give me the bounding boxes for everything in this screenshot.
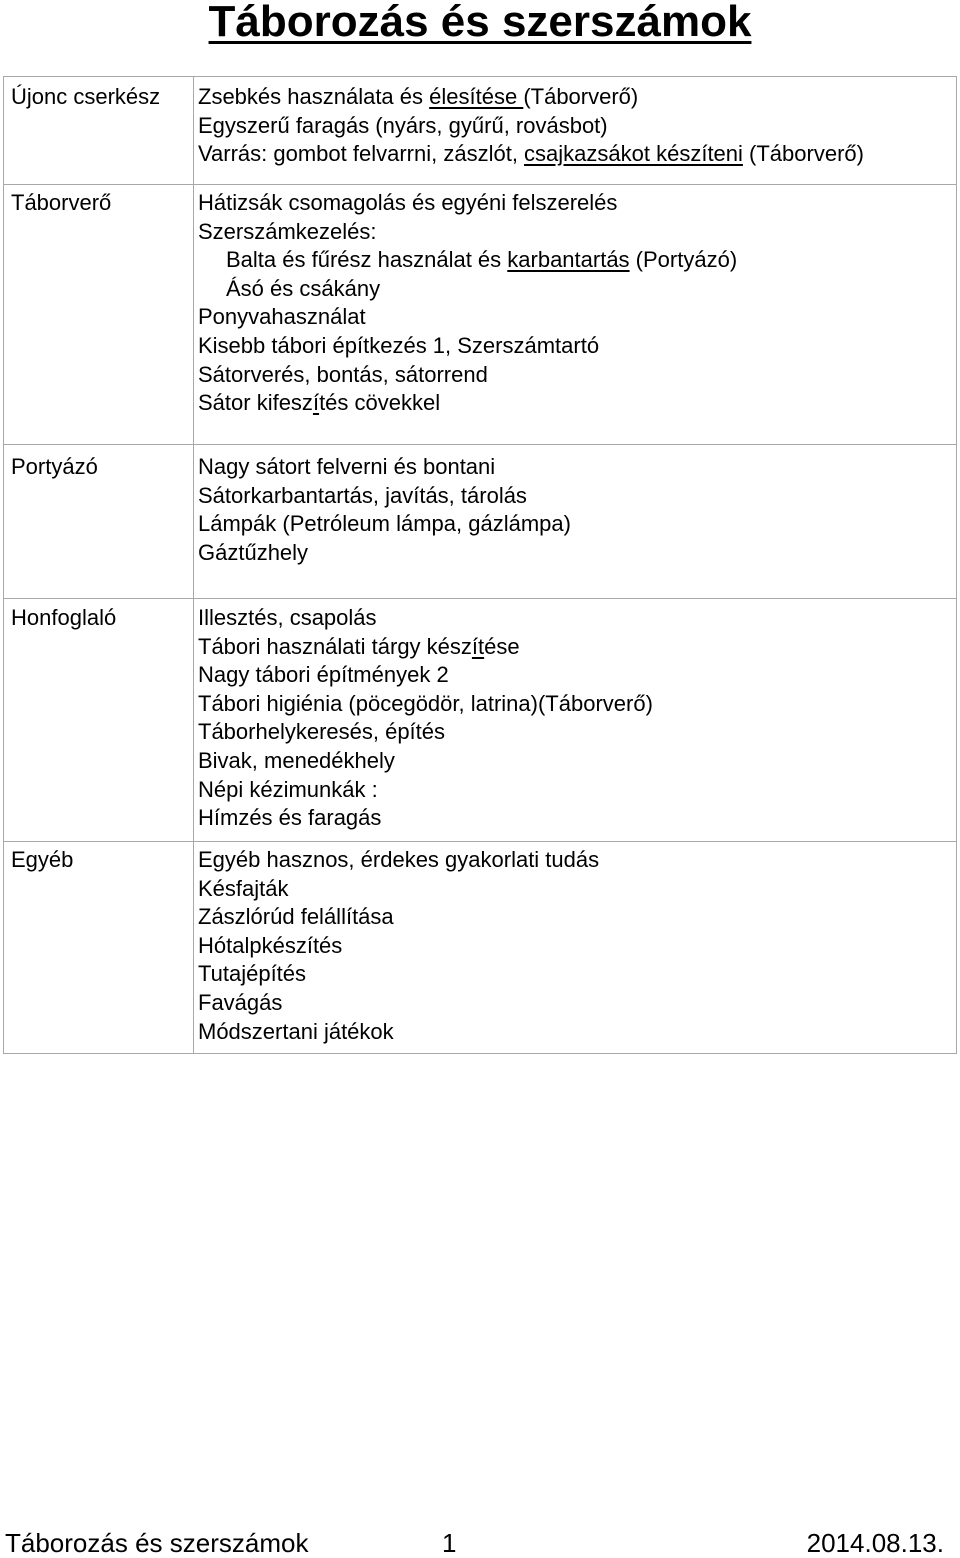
category-label: Egyéb xyxy=(11,847,74,872)
list-item xyxy=(198,140,956,169)
page-title-text: Táborozás és szerszámok xyxy=(208,0,752,46)
table-row xyxy=(4,842,957,1054)
item-text: Lámpák (Petróleum lámpa, gázlámpa) xyxy=(198,511,571,537)
list-item xyxy=(198,960,956,989)
list-item xyxy=(198,453,956,482)
footer-page-number: 1 xyxy=(442,1528,457,1558)
item-text: Ponyvahasználat xyxy=(198,304,366,330)
list-item xyxy=(198,189,956,218)
item-text: Hótalpkészítés xyxy=(198,932,343,958)
items-cell xyxy=(194,599,957,842)
items-cell xyxy=(194,185,957,445)
table-row xyxy=(4,599,957,842)
category-cell xyxy=(4,599,194,842)
items-cell xyxy=(194,842,957,1054)
underlined-text: élesítése xyxy=(429,84,524,109)
items-list xyxy=(198,185,956,418)
list-item xyxy=(198,776,956,805)
item-text: Táborhelykeresés, építés xyxy=(198,719,446,745)
skills-table-body xyxy=(4,77,957,1054)
item-text: Zsebkés használata és xyxy=(198,84,430,109)
items-cell xyxy=(194,77,957,185)
list-item xyxy=(198,112,956,141)
item-text: Sátorkarbantartás, javítás, tárolás xyxy=(198,482,527,508)
item-text: Egyszerű faragás (nyárs, gyűrű, rovásbot) xyxy=(198,112,608,138)
item-text: Gáztűzhely xyxy=(198,539,309,565)
skills-table xyxy=(3,76,957,1054)
list-item xyxy=(198,303,956,332)
category-cell xyxy=(4,842,194,1054)
list-item xyxy=(198,246,956,275)
item-text: Sátorverés, bontás, sátorrend xyxy=(198,361,488,387)
category-label: Honfoglaló xyxy=(11,605,117,630)
item-text: Módszertani játékok xyxy=(198,1018,394,1044)
item-text: Népi kézimunkák : xyxy=(198,776,378,802)
items-list xyxy=(198,842,956,1046)
underlined-text: karbantartás xyxy=(507,247,630,273)
list-item xyxy=(198,932,956,961)
list-item xyxy=(198,361,956,390)
category-label: Újonc cserkész xyxy=(11,84,161,109)
item-text: Illesztés, csapolás xyxy=(198,605,377,630)
items-cell xyxy=(194,445,957,599)
footer-date: 2014.08.13. xyxy=(806,1528,944,1558)
item-text: Szerszámkezelés: xyxy=(198,218,377,244)
list-item xyxy=(198,1018,956,1047)
list-item xyxy=(198,332,956,361)
underlined-text: csajkazsákot készíteni xyxy=(524,141,743,167)
item-text: Varrás: gombot felvarrni, zászlót, xyxy=(198,141,525,167)
footer-title: Táborozás és szerszámok xyxy=(5,1528,309,1558)
item-text: Balta és fűrész használat és xyxy=(226,247,508,273)
list-item xyxy=(198,661,956,690)
item-text: tés cövekkel xyxy=(319,390,441,416)
table-row xyxy=(4,445,957,599)
category-cell xyxy=(4,445,194,599)
item-text: Egyéb hasznos, érdekes gyakorlati tudás xyxy=(198,847,600,872)
category-label: Táborverő xyxy=(11,190,112,215)
list-item xyxy=(198,633,956,662)
list-item xyxy=(198,747,956,776)
list-item xyxy=(198,539,956,568)
item-text: Sátor kifesz xyxy=(198,390,313,416)
table-row xyxy=(4,77,957,185)
category-cell xyxy=(4,185,194,445)
items-list xyxy=(198,77,956,169)
underlined-text: í xyxy=(312,390,320,416)
underlined-text: ít xyxy=(471,633,485,659)
item-text: Tábori használati tárgy kész xyxy=(198,633,472,659)
item-text: Zászlórúd felállítása xyxy=(198,904,394,930)
items-list xyxy=(198,445,956,567)
list-item xyxy=(198,875,956,904)
category-cell xyxy=(4,77,194,185)
list-item xyxy=(198,510,956,539)
item-text: Kisebb tábori építkezés 1, Szerszámtartó xyxy=(198,332,600,358)
item-text: Nagy sátort felverni és bontani xyxy=(198,454,496,479)
item-text: (Táborverő) xyxy=(742,141,864,167)
list-item xyxy=(198,989,956,1018)
list-item xyxy=(198,275,956,304)
item-text: (Táborverő) xyxy=(523,84,639,109)
list-item xyxy=(198,83,956,112)
item-text: Bivak, menedékhely xyxy=(198,747,395,773)
list-item xyxy=(198,482,956,511)
list-item xyxy=(198,690,956,719)
list-item xyxy=(198,604,956,633)
table-row xyxy=(4,185,957,445)
list-item xyxy=(198,389,956,418)
item-text: Favágás xyxy=(198,989,283,1015)
item-text: Tutajépítés xyxy=(198,961,307,987)
list-item xyxy=(198,903,956,932)
category-label: Portyázó xyxy=(11,454,98,479)
item-text: (Portyázó) xyxy=(629,247,738,273)
item-text: Hátizsák csomagolás és egyéni felszerelés xyxy=(198,190,618,215)
item-text: Ásó és csákány xyxy=(226,275,381,301)
page-footer xyxy=(0,1528,960,1558)
item-text: Késfajták xyxy=(198,875,289,901)
page-title xyxy=(0,0,960,44)
items-list xyxy=(198,599,956,833)
list-item xyxy=(198,846,956,875)
item-text: Hímzés és faragás xyxy=(198,805,382,831)
item-text: ése xyxy=(484,633,520,659)
item-text: Nagy tábori építmények 2 xyxy=(198,662,449,688)
list-item xyxy=(198,804,956,833)
list-item xyxy=(198,718,956,747)
item-text: Tábori higiénia (pöcegödör, latrina)(Táborverő) xyxy=(198,690,653,716)
list-item xyxy=(198,218,956,247)
